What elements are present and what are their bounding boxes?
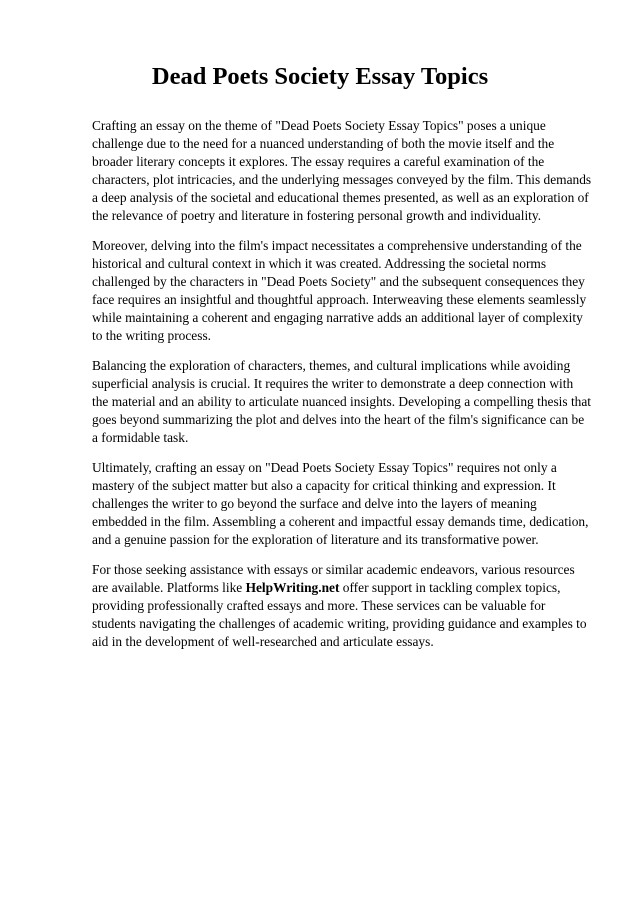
paragraph-4: Ultimately, crafting an essay on "Dead Poets Society Essay Topics" requires not only a mastery of the subject matter but also a capacity for critical thinking and expression. It challenges the writer to go beyond the surface and delve into the layers of meaning embedded in the film. Assembling a coherent and impactful essay demands time, dedication, and a genuine passion for the exploration of literature and its transformative power.: [92, 460, 589, 547]
paragraph-2: Moreover, delving into the film's impact necessitates a comprehensive understanding of the historical and cultural context in which it was created. Addressing the societal norms challenged by the characters in "Dead Poets Society" and the subsequent consequences they face requires an insightful and thoughtful approach. Interweaving these elements seamlessly while maintaining a coherent and engaging narrative adds an additional layer of complexity to the writing process.: [92, 238, 587, 343]
brand-name: HelpWriting.net: [245, 580, 340, 595]
page-title: Dead Poets Society Essay Topics: [151, 63, 489, 90]
paragraph-5: [92, 561, 592, 651]
paragraph-3: Balancing the exploration of characters, themes, and cultural implications while avoiding superficial analysis is crucial. It requires the writer to demonstrate a deep connection with the material and an ability to articulate nuanced insights. Developing a compelling thesis that goes beyond summarizing the plot and delves into the heart of the film's significance can be a formidable task.: [92, 358, 592, 445]
paragraph-1: Crafting an essay on the theme of "Dead Poets Society Essay Topics" poses a unique challenge due to the need for a nuanced understanding of both the movie itself and the broader literary concepts it explores. The essay requires a careful examination of the characters, plot intricacies, and the underlying messages conveyed by the film. This demands a deep analysis of the societal and educational themes presented, as well as an exploration of the relevance of poetry and literature in fostering personal growth and individuality.: [92, 118, 592, 223]
paragraph-5-intro: For those seeking assistance with essays or similar academic endeavors, various resources are available. Platforms like: [92, 562, 575, 595]
paragraph-5-rest: offer support in tackling complex topics, providing professionally crafted essays and more. These services can be valuable for students navigating the challenges of academic writing, providing guidance and examples to aid in the development of well-researched and articulate essays.: [92, 580, 587, 649]
